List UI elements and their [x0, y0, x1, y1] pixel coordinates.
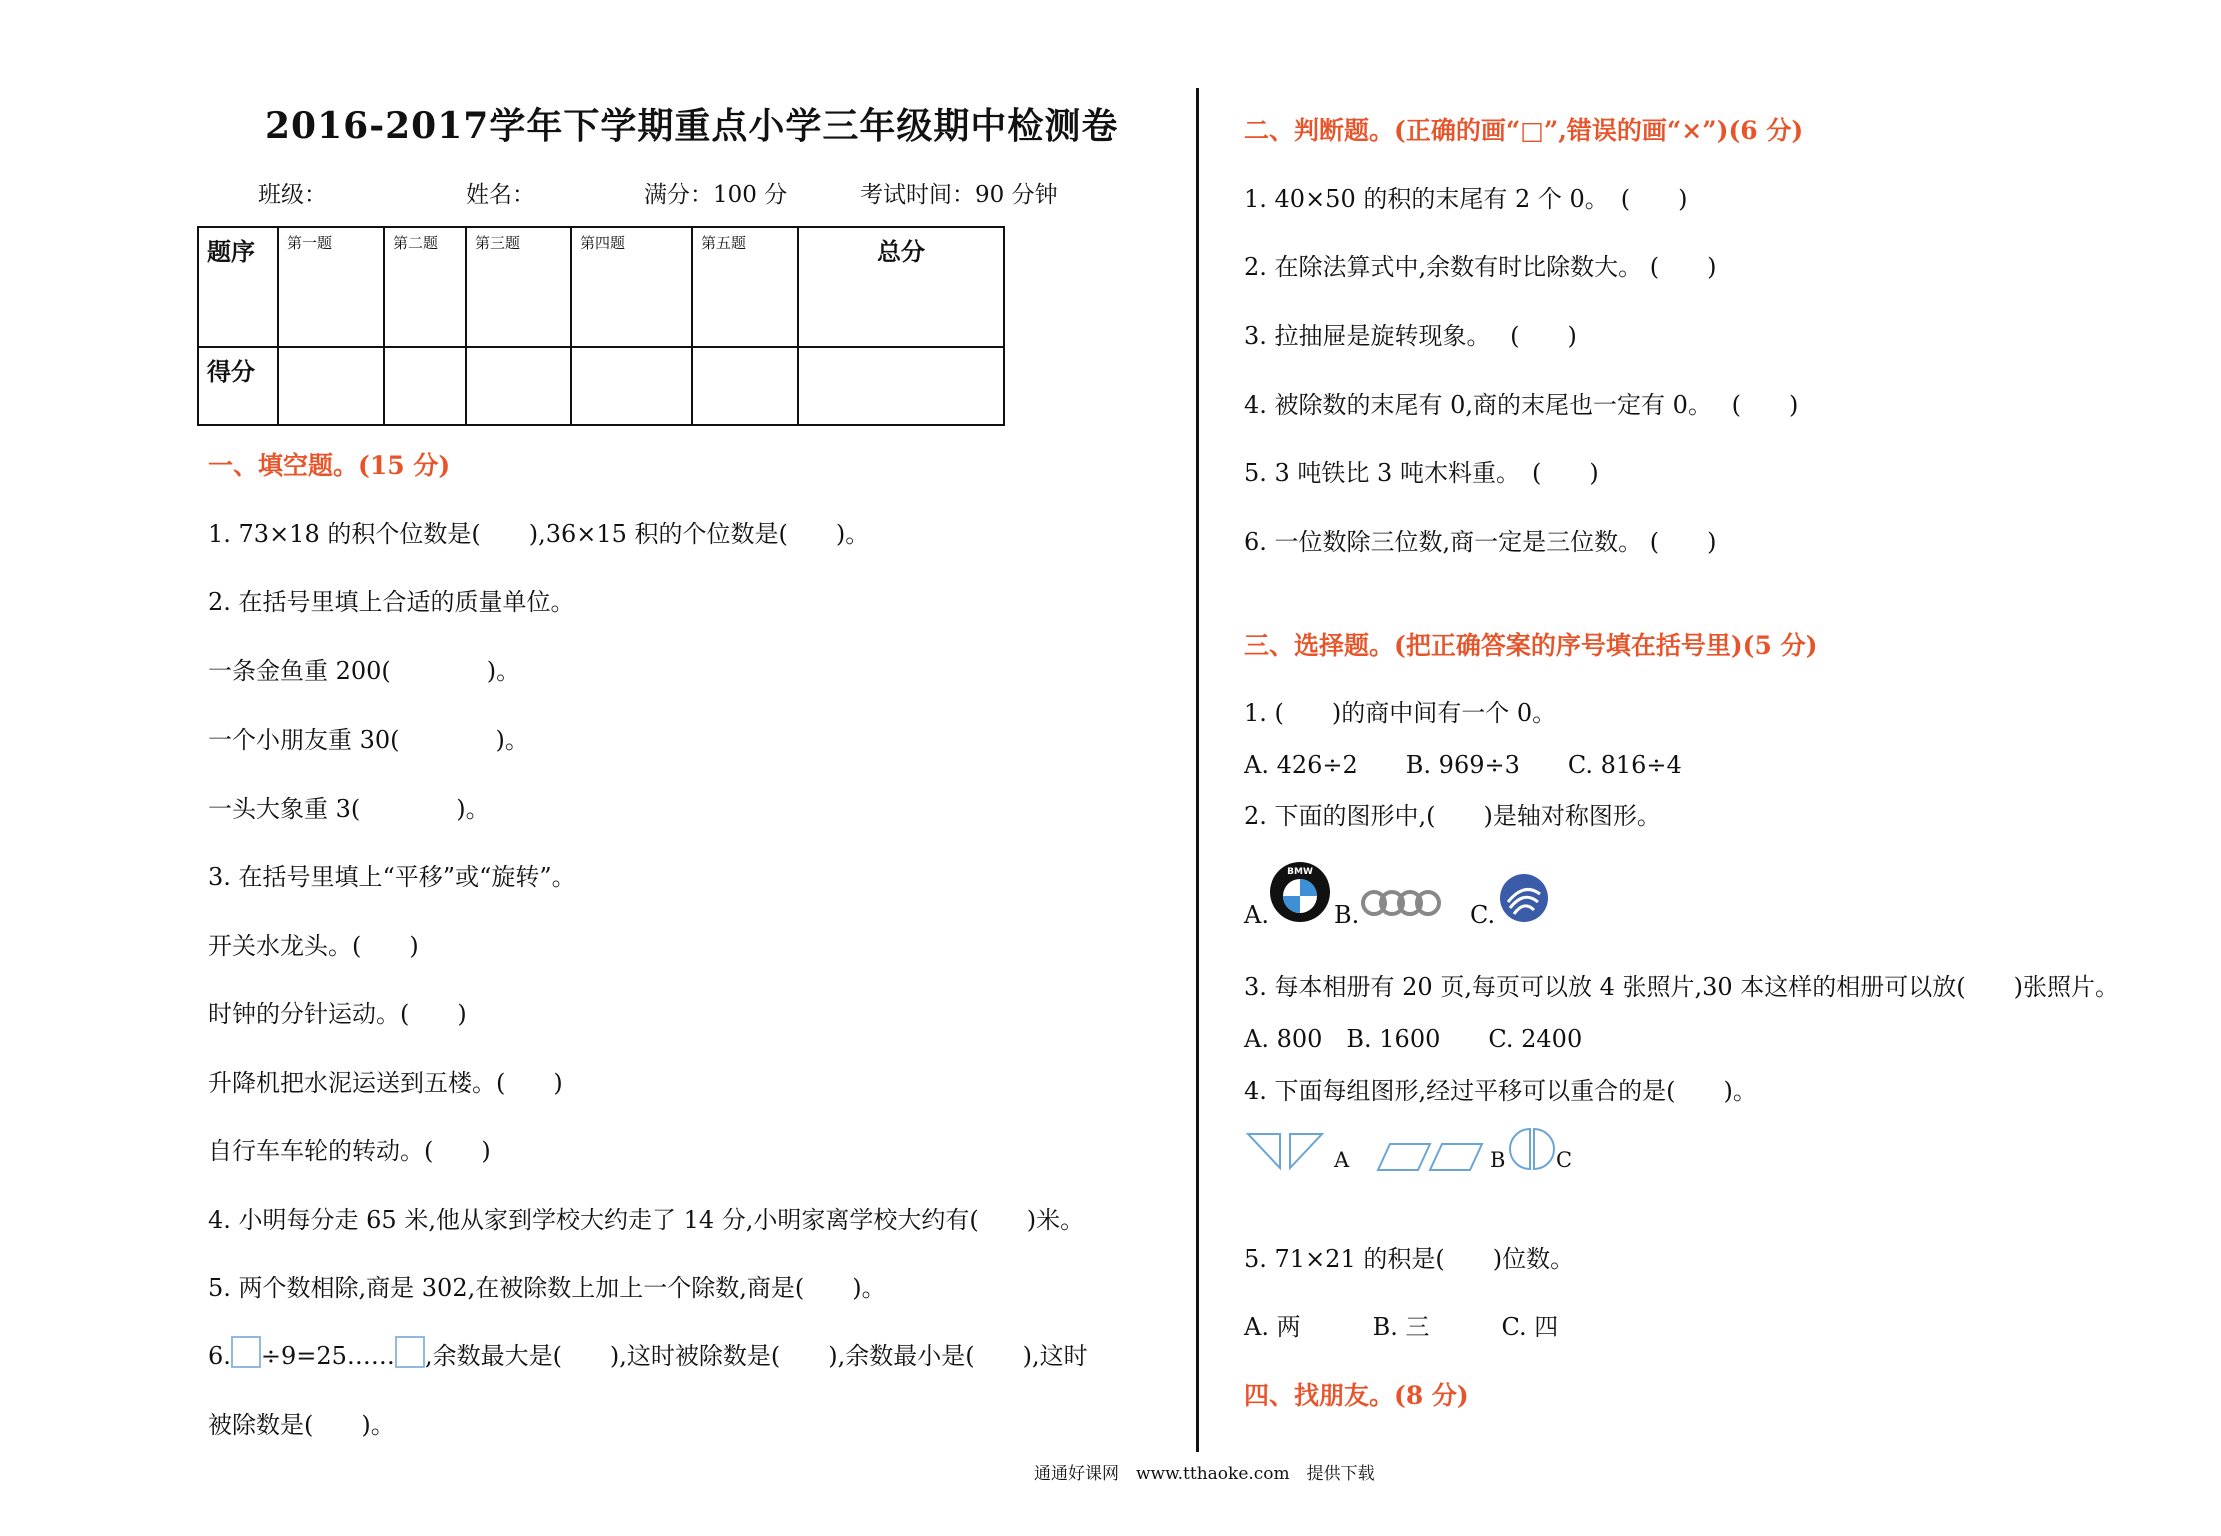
section-heading-3: 三、选择题。(把正确答案的序号填在括号里)(5 分)	[1244, 631, 1818, 660]
score-table	[197, 226, 1005, 426]
exam-time: 考试时间：90 分钟	[860, 182, 1058, 208]
table-header-cell: 第五题	[692, 227, 798, 347]
choice-4-c-label: C	[1556, 1148, 1573, 1172]
question-1-6-prefix: 6.	[208, 1342, 231, 1370]
table-header-cell: 第二题	[384, 227, 466, 347]
score-cell[interactable]	[466, 347, 571, 425]
score-cell[interactable]	[278, 347, 384, 425]
judge-5: 5. 3 吨铁比 3 吨木料重。 ( )	[1244, 459, 1599, 487]
judge-6: 6. 一位数除三位数,商一定是三位数。 ( )	[1244, 528, 1717, 556]
choice-3-options: A. 800 B. 1600 C. 2400	[1244, 1025, 1583, 1053]
table-header-cell: 题序	[198, 227, 278, 347]
half-circles-shape-icon	[1508, 1126, 1556, 1172]
question-1-1: 1. 73×18 的积个位数是( ),36×15 积的个位数是( )。	[208, 520, 870, 548]
question-1-2b: 一个小朋友重 30( )。	[208, 726, 529, 754]
question-1-6-line2: 被除数是( )。	[208, 1411, 395, 1439]
question-1-4: 4. 小明每分走 65 米,他从家到学校大约走了 14 分,小明家离学校大约有( )米。	[208, 1206, 1085, 1234]
choice-5: 5. 71×21 的积是( )位数。	[1244, 1245, 1575, 1273]
question-1-6-suffix: ,余数最大是( ),这时被除数是( ),余数最小是( ),这时	[424, 1342, 1088, 1370]
score-cell[interactable]	[384, 347, 466, 425]
section-heading-2: 二、判断题。(正确的画“□”,错误的画“×”)(6 分)	[1244, 116, 1804, 145]
choice-4-a-label: A	[1334, 1148, 1350, 1172]
score-cell[interactable]	[692, 347, 798, 425]
bmw-logo-icon	[1268, 860, 1332, 924]
judge-4: 4. 被除数的末尾有 0,商的末尾也一定有 0。 ( )	[1244, 391, 1799, 419]
judge-1: 1. 40×50 的积的末尾有 2 个 0。 ( )	[1244, 185, 1688, 213]
china-mobile-logo-icon	[1498, 872, 1550, 924]
question-1-2: 2. 在括号里填上合适的质量单位。	[208, 588, 575, 616]
table-header-cell: 第四题	[571, 227, 692, 347]
column-divider	[1196, 88, 1199, 1452]
choice-2-c-label: C.	[1470, 901, 1496, 929]
choice-2-a-label: A.	[1244, 901, 1269, 929]
choice-3: 3. 每本相册有 20 页,每页可以放 4 张照片,30 本这样的相册可以放( )张照片。	[1244, 973, 2120, 1001]
full-score: 满分：100 分	[644, 182, 788, 208]
question-1-3b: 时钟的分针运动。( )	[208, 1000, 467, 1028]
question-1-3: 3. 在括号里填上“平移”或“旋转”。	[208, 863, 576, 891]
score-row-label: 得分	[198, 347, 278, 425]
question-1-5: 5. 两个数相除,商是 302,在被除数上加上一个除数,商是( )。	[208, 1274, 886, 1302]
choice-2: 2. 下面的图形中,( )是轴对称图形。	[1244, 802, 1661, 830]
choice-1-options: A. 426÷2 B. 969÷3 C. 816÷4	[1244, 751, 1682, 779]
blank-box[interactable]	[231, 1336, 261, 1368]
parallelograms-shape-icon	[1374, 1140, 1486, 1174]
score-cell[interactable]	[571, 347, 692, 425]
table-header-cell: 第三题	[466, 227, 571, 347]
question-1-3a: 开关水龙头。( )	[208, 932, 419, 960]
question-1-2a: 一条金鱼重 200( )。	[208, 657, 521, 685]
triangles-shape-icon	[1244, 1130, 1328, 1174]
question-1-3d: 自行车车轮的转动。( )	[208, 1137, 491, 1165]
question-1-6	[208, 1336, 1088, 1371]
table-header-cell: 总分	[798, 227, 1004, 347]
page-title: 2016-2017学年下学期重点小学三年级期中检测卷	[265, 105, 1119, 147]
footer-credit: 通通好课网 www.tthaoke.com 提供下载	[1034, 1464, 1375, 1484]
judge-2: 2. 在除法算式中,余数有时比除数大。 ( )	[1244, 253, 1717, 281]
blank-box[interactable]	[395, 1336, 425, 1368]
audi-rings-icon	[1360, 888, 1444, 918]
question-1-2c: 一头大象重 3( )。	[208, 795, 490, 823]
choice-4-b-label: B	[1490, 1148, 1506, 1172]
judge-3: 3. 拉抽屉是旋转现象。 ( )	[1244, 322, 1577, 350]
bmw-logo-text: BMW	[1287, 867, 1313, 877]
score-cell[interactable]	[798, 347, 1004, 425]
section-heading-1: 一、填空题。(15 分)	[208, 451, 451, 480]
choice-5-options: A. 两 B. 三 C. 四	[1244, 1313, 1559, 1341]
choice-4: 4. 下面每组图形,经过平移可以重合的是( )。	[1244, 1077, 1757, 1105]
question-1-3c: 升降机把水泥运送到五楼。( )	[208, 1069, 563, 1097]
table-header-cell: 第一题	[278, 227, 384, 347]
question-1-6-mid: ÷9=25……	[260, 1342, 395, 1370]
choice-2-b-label: B.	[1334, 901, 1360, 929]
section-heading-4: 四、找朋友。(8 分)	[1244, 1381, 1469, 1410]
class-label: 班级：	[258, 182, 327, 208]
choice-1: 1. ( )的商中间有一个 0。	[1244, 699, 1557, 727]
name-label: 姓名：	[466, 182, 535, 208]
